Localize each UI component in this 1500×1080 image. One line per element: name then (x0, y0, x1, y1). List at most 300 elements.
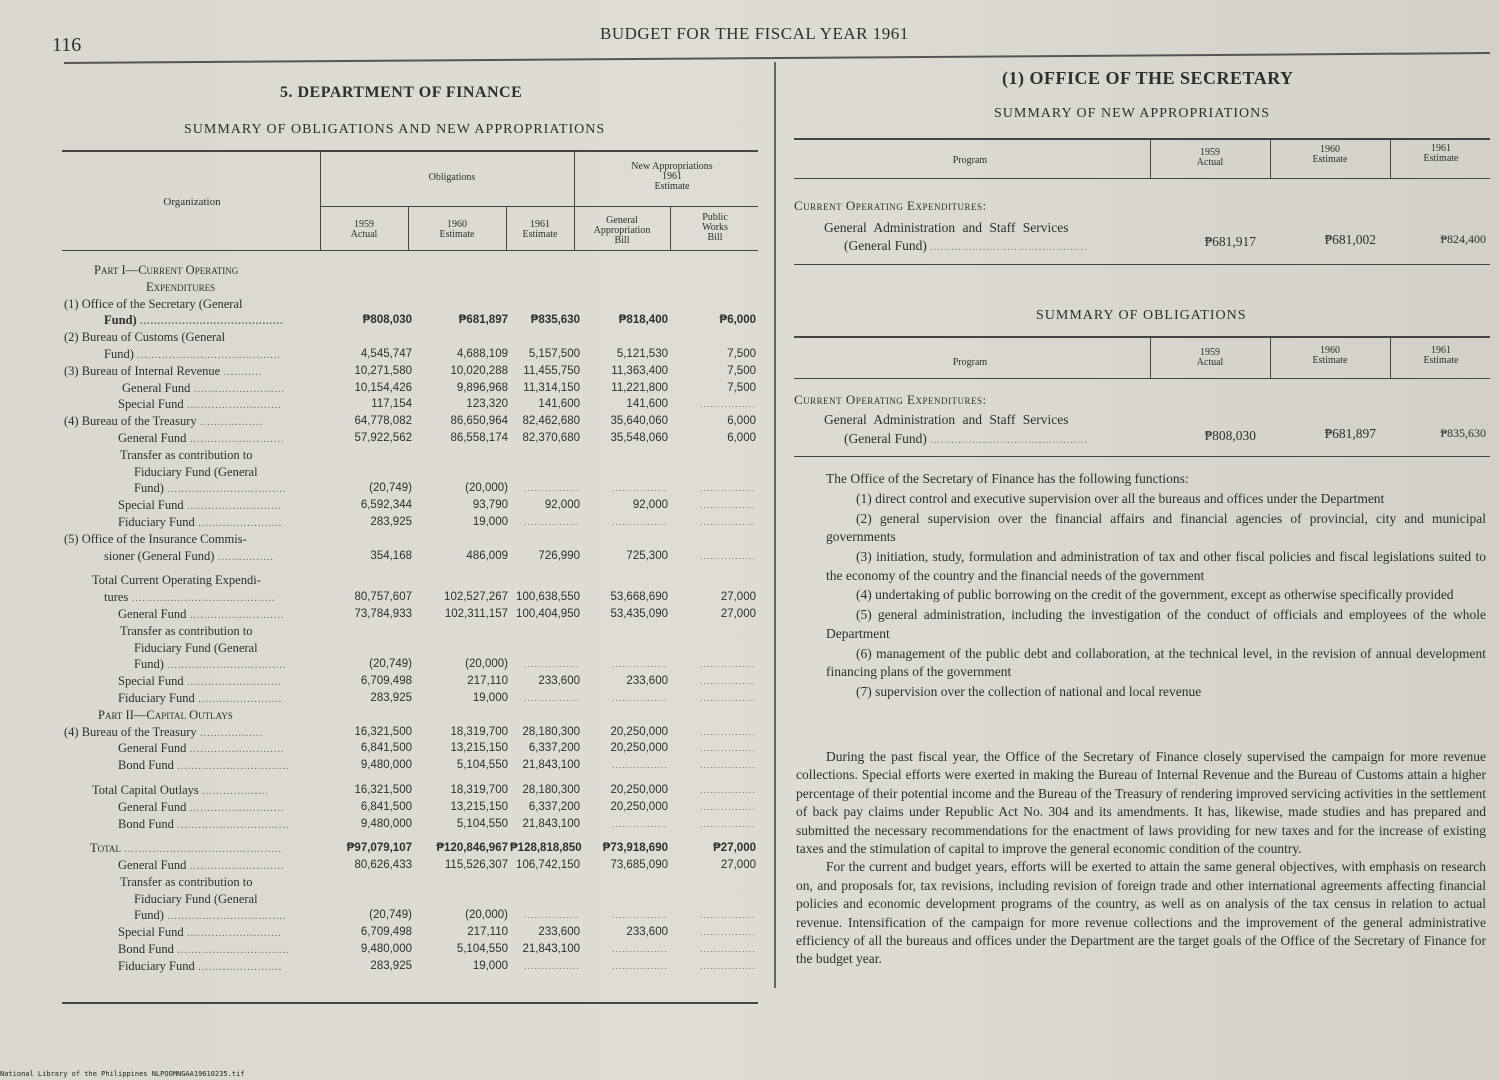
table-row (62, 832, 758, 840)
org-label (134, 640, 258, 657)
col-kind: Estimate (1312, 154, 1348, 165)
table-row (62, 656, 758, 673)
cell-col-2: ₱681,897 (458, 314, 508, 327)
header-divider (670, 206, 671, 250)
leader-dots: ........................ (194, 961, 283, 973)
cell-col-5: ................ (699, 743, 756, 754)
cell-col-1: 4,545,747 (360, 347, 412, 360)
na-1961-value: ₱824,400 (1440, 232, 1486, 246)
leader-dots: ......................................... (128, 593, 276, 605)
cell-col-4: ................ (611, 483, 668, 494)
leader-dots: ........................... (183, 400, 282, 412)
cell-col-5: ................ (699, 760, 756, 771)
function-item: (4) undertaking of public borrowing on the credit of the government, except as otherwise specifically provided (856, 587, 1454, 603)
cell-col-2: 19,000 (472, 691, 508, 704)
na-1959-value: ₱681,917 (1204, 234, 1256, 249)
org-label-text: (2) Bureau of Customs (General (64, 330, 226, 345)
col-kind: Actual (350, 229, 378, 240)
header-divider (574, 150, 575, 250)
ob-divider (1270, 336, 1271, 378)
cell-col-5: ................ (699, 659, 756, 670)
running-head: BUDGET FOR THE FISCAL YEAR 1961 (600, 24, 909, 43)
leader-dots: ................................ (173, 761, 290, 773)
cell-col-3: 100,638,550 (516, 591, 580, 604)
cell-col-2: 9,896,968 (456, 381, 508, 394)
organization-header: Organization (163, 196, 221, 208)
new-appropriations-label: New Appropriations (631, 161, 713, 172)
department-title: 5. DEPARTMENT OF FINANCE (280, 84, 523, 101)
cell-col-3: ₱835,630 (530, 314, 580, 327)
cell-col-1: (20,749) (369, 482, 412, 495)
leader-dots: ........... (220, 366, 263, 378)
leader-dots: ................ (214, 551, 274, 563)
col-line: Bill (707, 232, 723, 243)
cell-col-3: 28,180,300 (522, 783, 580, 796)
cell-col-3: ................ (523, 692, 580, 703)
cell-col-2: (20,000) (465, 909, 508, 922)
cell-col-1: (20,749) (369, 909, 412, 922)
org-label (118, 958, 282, 977)
cell-col-2: 217,110 (467, 926, 508, 939)
cell-col-4: 20,250,000 (610, 800, 668, 813)
header-divider (320, 150, 321, 250)
cell-col-5: ................ (699, 500, 756, 511)
table-row (62, 891, 758, 908)
leader-dots: .................................. (163, 660, 287, 672)
header-divider (506, 206, 507, 250)
cell-col-1: 354,168 (370, 549, 412, 562)
na-current-operating-label: Current Operating Expenditures: (794, 198, 987, 213)
cell-col-3: 11,455,750 (523, 364, 580, 377)
cell-col-2: 19,000 (472, 515, 508, 528)
table-row (62, 740, 758, 757)
office-title: (1) OFFICE OF THE SECRETARY (1002, 68, 1294, 88)
cell-col-3: 141,600 (538, 398, 580, 411)
org-label (134, 464, 258, 481)
table-row (62, 572, 758, 589)
org-label-text: General Fund (122, 380, 191, 395)
ob-1960-value: ₱681,897 (1324, 426, 1376, 441)
col-year: 1959 (354, 219, 374, 230)
new-appropriations-header (582, 162, 762, 192)
table-row (62, 464, 758, 481)
table-row (62, 380, 758, 397)
cell-col-3: ₱128,818,850 (510, 842, 582, 855)
cell-col-1: 10,271,580 (354, 364, 412, 377)
cell-col-2: 217,110 (467, 675, 508, 688)
org-label (64, 329, 225, 346)
org-label-text: Bond Fund (118, 758, 174, 773)
org-label-text: (4) Bureau of the Treasury (64, 414, 197, 429)
cell-col-5: ................ (699, 516, 756, 527)
table-row (62, 312, 758, 329)
table-row (62, 589, 758, 606)
cell-col-5: ₱6,000 (719, 314, 756, 327)
header-bottom-rule (62, 250, 758, 251)
org-label-text: Part I—Current Operating (94, 263, 239, 277)
table-row (62, 480, 758, 497)
org-label (94, 262, 238, 279)
cell-col-5: ................ (699, 801, 756, 812)
table-row (62, 707, 758, 724)
cell-col-2: 86,650,964 (450, 415, 508, 428)
top-rule (64, 52, 1490, 64)
cell-col-5: ................ (699, 550, 756, 561)
cell-col-4: ................ (611, 760, 668, 771)
cell-col-4: 92,000 (632, 499, 668, 512)
cell-col-5: 7,500 (727, 364, 756, 377)
org-label-text: General Fund (118, 741, 187, 756)
table-row (62, 724, 758, 741)
org-label-text: Transfer as contribution to (120, 623, 253, 638)
org-label-text: Fiduciary Fund (General (134, 640, 258, 655)
cell-col-5: ................ (699, 784, 756, 795)
col-1960-estimate (410, 220, 504, 240)
org-label (92, 572, 261, 589)
cell-col-1: 73,784,933 (354, 607, 412, 620)
table-row (62, 497, 758, 514)
leader-dots: ........................ (194, 693, 283, 705)
table-row (62, 673, 758, 690)
narrative-paragraph-2: For the current and budget years, efforts will be exerted to attain the same general objectives, with emphasis on research on, and proposals for, tax revisions, including revision of foreign trade and other international agreements affecting financial policies and economic development programs of the country, as well as on analysis of the tax census in relation to actual revenue. Intensification of the campaign for more revenue collections and the improvement of the general administrative efficiency of all the bureaus and offices under the Department are the target goals of the Office of the Secretary of Finance for the budget year. (796, 859, 1486, 967)
ob-1961-value: ₱835,630 (1440, 426, 1486, 440)
cell-col-3: 21,843,100 (522, 817, 580, 830)
cell-col-3: ................ (523, 483, 580, 494)
table-row (62, 782, 758, 799)
table-row (62, 799, 758, 816)
cell-col-3: 726,990 (538, 549, 580, 562)
summary-obligations-title: SUMMARY OF OBLIGATIONS (1036, 308, 1247, 323)
col-kind: Estimate (1423, 153, 1459, 164)
na-program-line2 (844, 238, 1088, 254)
cell-col-1: 9,480,000 (360, 943, 412, 956)
cell-col-3: ................ (523, 960, 580, 971)
table-row (62, 857, 758, 874)
cell-col-1: 117,154 (371, 398, 412, 411)
org-label-text: Fiduciary Fund (118, 958, 195, 973)
cell-col-1: 283,925 (370, 959, 412, 972)
org-label-text: Fiduciary Fund (General (134, 464, 258, 479)
ob-col-1961 (1392, 346, 1490, 366)
org-label-text: Expenditures (146, 279, 216, 294)
ob-program-header: Program (952, 357, 988, 368)
org-label-text: Bond Fund (118, 816, 174, 831)
cell-col-2: 13,215,150 (450, 742, 508, 755)
header-mid-rule (320, 206, 758, 207)
function-item: (5) general administration, including the investigation of the conduct of officials and employees of the whole Department (826, 607, 1486, 641)
leader-dots: ............................................. (120, 844, 282, 856)
table-row (62, 363, 758, 380)
cell-col-1: 6,592,344 (360, 499, 412, 512)
table-row (62, 447, 758, 464)
cell-col-1: 64,778,082 (354, 415, 412, 428)
ob-divider (1390, 336, 1391, 378)
org-label-text: (3) Bureau of Internal Revenue (64, 363, 221, 378)
na-program-line1: General Administration and Staff Services (824, 220, 1069, 235)
cell-col-1: 283,925 (370, 691, 412, 704)
org-label (120, 874, 253, 891)
cell-col-4: ................ (611, 960, 668, 971)
org-label-text: Fund) (134, 908, 164, 923)
leader-dots: ........................... (183, 501, 282, 513)
table-row (62, 840, 758, 857)
new-appropriations-year: 1961 (662, 171, 682, 182)
scan-footer: National Library of the Philippines NLPOOMNGAA19610235.tif (0, 1070, 245, 1078)
org-label-text: Part II—Capital Outlays (98, 707, 233, 722)
org-label-text: General Fund (118, 858, 187, 873)
cell-col-3: 92,000 (544, 499, 580, 512)
org-label-text: Fiduciary Fund (118, 690, 195, 705)
na-1960-value: ₱681,002 (1324, 232, 1376, 247)
ob-col-1960 (1272, 346, 1388, 366)
na-col-1959 (1152, 148, 1268, 168)
col-year: 1959 (1200, 147, 1220, 158)
cell-col-4: 725,300 (626, 549, 668, 562)
col-year: 1960 (1320, 345, 1340, 356)
col-1961-estimate (508, 220, 572, 240)
org-label (134, 891, 258, 908)
page-number: 116 (52, 34, 82, 56)
col-line: General (606, 215, 638, 226)
table-row (62, 874, 758, 891)
cell-col-4: ₱73,918,690 (602, 842, 668, 855)
ob-col-1959 (1152, 348, 1268, 368)
cell-col-1: ₱97,079,107 (346, 842, 412, 855)
org-label-text: Special Fund (118, 674, 184, 689)
cell-col-4: ................ (611, 516, 668, 527)
cell-col-2: 5,104,550 (456, 817, 508, 830)
cell-col-3: 6,337,200 (528, 800, 580, 813)
cell-col-1: ₱808,030 (362, 314, 412, 327)
cell-col-4: 20,250,000 (610, 742, 668, 755)
cell-col-2: (20,000) (465, 658, 508, 671)
col-line: Public (702, 212, 728, 223)
cell-col-1: 9,480,000 (360, 817, 412, 830)
table-row (62, 430, 758, 447)
ob-1959-value: ₱808,030 (1204, 428, 1256, 443)
leader-dots: ........................... (186, 861, 285, 873)
na-header-rule (794, 178, 1490, 179)
col-line: Works (702, 222, 728, 233)
cell-col-1: 80,757,607 (354, 591, 412, 604)
na-col-1961 (1392, 144, 1490, 164)
leader-dots: ......................................... (136, 316, 284, 328)
org-label-text: Special Fund (118, 397, 184, 412)
cell-col-4: 11,363,400 (611, 364, 668, 377)
table-row (62, 413, 758, 430)
cell-col-2: (20,000) (465, 482, 508, 495)
na-divider (1390, 138, 1391, 178)
org-label-text: General Fund (118, 430, 187, 445)
table-row (62, 514, 758, 531)
org-label (64, 296, 243, 313)
leader-dots: .................................. (163, 484, 287, 496)
cell-col-4: 11,221,800 (611, 381, 668, 394)
col-year: 1961 (1431, 143, 1451, 154)
org-label-text: (5) Office of the Insurance Commis- (64, 531, 247, 546)
cell-col-4: 20,250,000 (610, 725, 668, 738)
ob-program-line1: General Administration and Staff Services (824, 412, 1069, 427)
table-row (62, 623, 758, 640)
org-label (64, 531, 247, 548)
cell-col-4: ................ (611, 944, 668, 955)
summary-new-appropriations-title: SUMMARY OF NEW APPROPRIATIONS (994, 106, 1271, 121)
col-kind: Estimate (522, 229, 558, 240)
cell-col-2: 18,319,700 (450, 725, 508, 738)
cell-col-2: 102,527,267 (444, 591, 508, 604)
cell-col-5: 27,000 (720, 607, 756, 620)
cell-col-3: 233,600 (538, 675, 580, 688)
cell-col-3: 28,180,300 (522, 725, 580, 738)
ob-program-line2 (844, 431, 1088, 447)
program-header: Program (952, 155, 988, 166)
col-year: 1961 (1431, 345, 1451, 356)
table-row (62, 396, 758, 413)
cell-col-5: ................ (699, 399, 756, 410)
table-top-rule (62, 150, 758, 152)
leader-dots: ........................... (186, 744, 285, 756)
col-year: 1960 (447, 219, 467, 230)
leader-dots: ........................... (186, 433, 285, 445)
cell-col-1: 16,321,500 (354, 783, 412, 796)
cell-col-5: 6,000 (727, 431, 756, 444)
cell-col-4: ................ (611, 692, 668, 703)
table-row (62, 531, 758, 548)
cell-col-5: 7,500 (727, 381, 756, 394)
cell-col-4: ................ (611, 659, 668, 670)
leader-dots: .................. (196, 727, 264, 739)
cell-col-1: 16,321,500 (354, 725, 412, 738)
cell-col-1: 283,925 (370, 515, 412, 528)
leader-dots: ................... (198, 785, 269, 797)
function-item: (3) initiation, study, formulation and administration of tax and other fiscal policies and fiscal legislations suited to the economy of the country and the financial needs of the government (826, 549, 1486, 583)
cell-col-3: 21,843,100 (522, 943, 580, 956)
cell-col-5: ................ (699, 960, 756, 971)
org-label-text: (1) Office of the Secretary (General (64, 296, 243, 311)
cell-col-5: ................ (699, 692, 756, 703)
table-row (62, 757, 758, 774)
cell-col-2: 93,790 (472, 499, 508, 512)
table-row (62, 296, 758, 313)
cell-col-2: 13,215,150 (450, 800, 508, 813)
org-label-text: Total Current Operating Expendi- (92, 573, 261, 588)
cell-col-3: 5,157,500 (528, 347, 580, 360)
cell-col-5: ................ (699, 676, 756, 687)
cell-col-1: 9,480,000 (360, 759, 412, 772)
cell-col-5: ................ (699, 927, 756, 938)
na-col-1960 (1272, 145, 1388, 165)
function-item: (2) general supervision over the financial affairs and financial agencies of provincial, city and municipal governments (826, 510, 1486, 545)
ob-divider (1150, 336, 1151, 378)
ob-program-fund: (General Fund) (844, 431, 927, 446)
col-kind: Actual (1196, 357, 1224, 368)
cell-col-2: 102,311,157 (444, 607, 508, 620)
table-row (62, 346, 758, 363)
cell-col-4: ................ (611, 910, 668, 921)
header-divider (408, 206, 409, 250)
org-label-text: Transfer as contribution to (120, 447, 253, 462)
functions-intro: The Office of the Secretary of Finance has the following functions: (826, 471, 1189, 486)
col-year: 1959 (1200, 347, 1220, 358)
col-line: Appropriation (593, 225, 651, 236)
org-label-text: Fund) (104, 313, 137, 328)
cell-col-5: 27,000 (720, 591, 756, 604)
org-label-text: tures (104, 590, 129, 605)
org-label-text: Total (90, 841, 121, 856)
ob-header-rule (794, 378, 1490, 379)
cell-col-1: 6,709,498 (360, 926, 412, 939)
cell-col-1: 10,154,426 (354, 381, 412, 394)
table-row (62, 816, 758, 833)
leader-dots: ........................... (186, 609, 285, 621)
cell-col-3: ................ (523, 659, 580, 670)
table-row (62, 690, 758, 707)
cell-col-5: 7,500 (727, 347, 756, 360)
cell-col-4: ₱818,400 (618, 314, 668, 327)
table-row (62, 907, 758, 924)
table-row (62, 262, 758, 279)
cell-col-3: ................ (523, 516, 580, 527)
cell-col-3: 21,843,100 (522, 759, 580, 772)
cell-col-5: ................ (699, 483, 756, 494)
cell-col-3: 100,404,950 (516, 607, 580, 620)
table-bottom-rule (62, 1002, 758, 1004)
cell-col-4: 141,600 (626, 398, 668, 411)
table-row (62, 564, 758, 572)
leader-dots: ......................................... (133, 349, 281, 361)
cell-col-1: 6,709,498 (360, 675, 412, 688)
cell-col-1: 57,922,562 (354, 431, 412, 444)
function-item: (6) management of the public debt and collaboration, at the technical level, in the revision of annual development financing plans of the government (826, 645, 1486, 680)
col-year: 1960 (1320, 144, 1340, 155)
narrative-paragraph-1: During the past fiscal year, the Office of the Secretary of Finance closely supervised the campaign for more revenue collections. Special efforts were exerted in making the Bureau of Internal Revenue and the Bureau of Customs attain a higher percentage of their potential income and the Bureau of the Treasury of rendering improved servicing activities in the settlement of back pay claims under Republic Act No. 304 and its amendments. It has, likewise, made studies and has prepared and submitted the necessary recommendations for the enactment of laws providing for new taxes and for the increase of existing taxes and the stimulation of capital to improve the general economic condition of the country. (796, 749, 1486, 857)
leader-dots: .......................... (190, 383, 285, 395)
leader-dots: ................................ (173, 819, 290, 831)
table-row (62, 924, 758, 941)
cell-col-2: 5,104,550 (456, 759, 508, 772)
table-row (62, 774, 758, 782)
summary-title: SUMMARY OF OBLIGATIONS AND NEW APPROPRIATIONS (184, 122, 606, 137)
column-divider (774, 62, 776, 988)
obligations-header: Obligations (428, 172, 476, 183)
na-divider (1150, 138, 1151, 178)
cell-col-2: 18,319,700 (450, 783, 508, 796)
cell-col-4: ................ (611, 818, 668, 829)
col-1959-actual (322, 220, 406, 240)
cell-col-4: 53,668,690 (610, 591, 668, 604)
col-kind: Actual (1196, 157, 1224, 168)
cell-col-5: ................ (699, 910, 756, 921)
cell-col-3: 106,742,150 (516, 859, 580, 872)
leader-dots: ........................... (183, 928, 282, 940)
col-kind: Estimate (1423, 355, 1459, 366)
obligations-table-body (62, 262, 758, 975)
table-row (62, 548, 758, 565)
org-label-text: General Fund (118, 606, 187, 621)
na-divider (1270, 138, 1271, 178)
cell-col-2: 10,020,288 (450, 364, 508, 377)
cell-col-3: 11,314,150 (523, 381, 580, 394)
cell-col-1: 6,841,500 (360, 742, 412, 755)
na-program-fund: (General Fund) (844, 238, 927, 253)
ob-top-rule (794, 336, 1490, 338)
cell-col-3: ................ (523, 910, 580, 921)
table-row (62, 958, 758, 975)
org-label (120, 623, 253, 640)
cell-col-4: 233,600 (626, 675, 668, 688)
cell-col-1: 6,841,500 (360, 800, 412, 813)
org-label-text: (4) Bureau of the Treasury (64, 724, 197, 739)
